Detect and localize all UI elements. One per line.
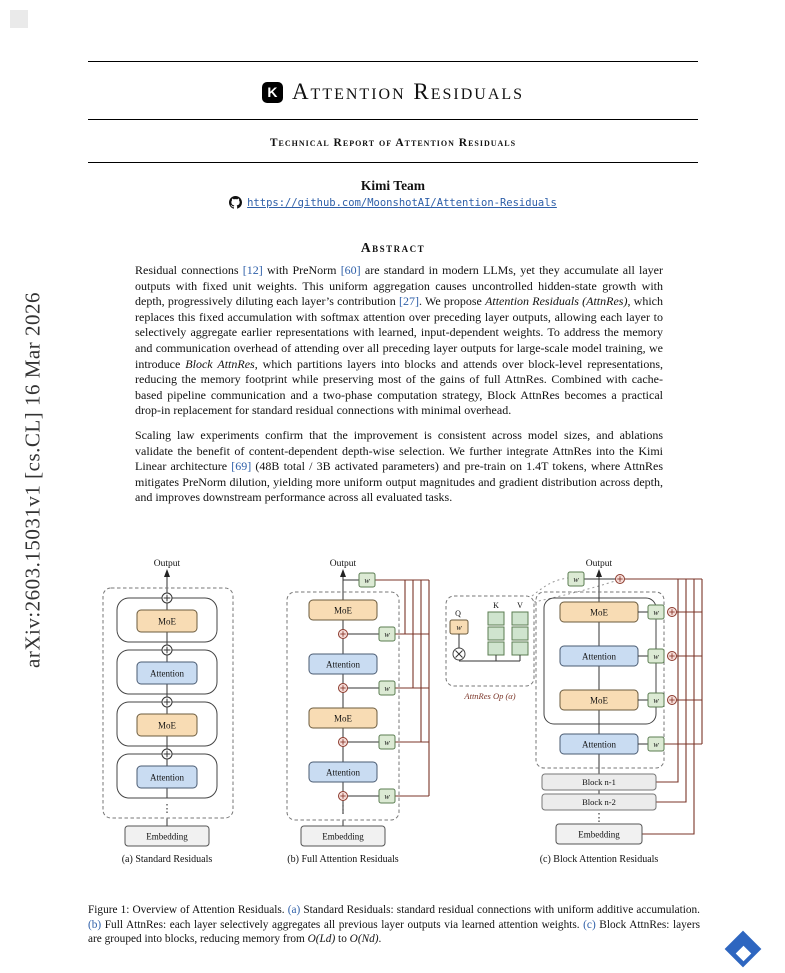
text-segment: (48B total / 3B activated parameters) and pre-train on 1.4T tokens, where AttnRes mitigates PreNorm dilution, yielding more uniform output magnitudes and gradient distribution across depth, and improves downstream performance across all evaluated tasks. <box>135 459 664 505</box>
attention-label: Attention <box>326 767 360 778</box>
ellipsis: ⋮ <box>161 803 173 815</box>
text-segment: Residual connections <box>135 263 243 277</box>
inline-link[interactable]: [69] <box>231 459 252 474</box>
weight-label: w <box>364 576 370 585</box>
moe-label: MoE <box>158 616 176 627</box>
text-segment: Standard Residuals: standard residual connections with uniform additive accumulation. <box>300 904 700 917</box>
abstract-paragraph-2 <box>135 428 663 506</box>
text-segment: . We propose <box>418 294 486 309</box>
attention-label: Attention <box>326 659 360 670</box>
arxiv-stamp: arXiv:2603.15031v1 [cs.CL] 16 Mar 2026 <box>20 292 45 668</box>
panel-b-caption: (b) Full Attention Residuals <box>287 854 399 865</box>
combine-nodes <box>638 605 677 751</box>
text-segment: O(Nd) <box>349 933 379 946</box>
scan-artifact <box>10 10 28 28</box>
text-segment: , which partitions layers into blocks and attends over block-level representations, reducing the memory footprint while preserving most of the gains of full AttnRes. Combined with cache-based pipeline communication and a two-phase computation strategy, Block AttnRes becomes a practical drop-in replacement for standard residual connections with minimal overhead. <box>135 356 663 418</box>
text-segment: . <box>378 933 382 946</box>
repo-link-row <box>88 196 698 209</box>
author-team: Kimi Team <box>360 178 426 193</box>
inline-link[interactable]: (a) <box>287 904 301 917</box>
attention-label: Attention <box>582 739 616 750</box>
svg-text:w: w <box>653 652 659 661</box>
moe-label: MoE <box>590 607 608 618</box>
figure-caption <box>88 903 700 947</box>
ellipsis: ⋮ <box>337 804 349 816</box>
figure-panel-c <box>432 552 707 867</box>
block-n1-label: Block n-1 <box>582 777 616 787</box>
embedding-label: Embedding <box>322 831 364 842</box>
svg-text:w: w <box>653 740 659 749</box>
output-label: Output <box>153 559 181 569</box>
text-segment: are standard in modern LLMs, yet they accumulate all layer outputs with fixed unit weights. This uniform aggregation causes uncontrolled hidden-state growth with depth, progressively diluting each layer’s contribution <box>135 263 663 309</box>
text-segment: Attention Residuals (AttnRes) <box>485 294 628 309</box>
output-label: Output <box>329 559 357 569</box>
moe-label: MoE <box>158 720 176 731</box>
moe-label: MoE <box>334 605 352 616</box>
svg-text:w: w <box>653 696 659 705</box>
svg-text:w: w <box>384 684 390 693</box>
attention-label: Attention <box>150 772 184 783</box>
svg-text:w: w <box>653 608 659 617</box>
figure-panel-b <box>247 552 432 867</box>
attention-label: Attention <box>150 668 184 679</box>
inline-link[interactable]: [12] <box>242 263 263 277</box>
svg-text:w: w <box>384 738 390 747</box>
paper-title: Attention Residuals <box>291 79 525 104</box>
attention-label: Attention <box>582 651 616 662</box>
abstract-paragraph-1 <box>135 263 663 419</box>
guide-line <box>532 578 568 596</box>
paper-subtitle: Technical Report of Attention Residuals <box>269 137 517 149</box>
k-label: K <box>493 601 499 610</box>
ellipsis: ⋮ <box>593 812 605 824</box>
github-icon <box>229 196 242 209</box>
kv-cells <box>488 612 528 655</box>
figure-1 <box>95 552 707 867</box>
text-segment: Scaling law experiments confirm that the improvement is consistent across model sizes, and ablations validate the benefit of content-dependent depth-wise selection. We further integrate AttnRes into the Kimi Linear architecture <box>135 427 663 474</box>
inline-link[interactable]: [60] <box>340 263 361 277</box>
text-segment: Block AttnRes: layers are grouped into blocks, reducing memory from <box>88 918 700 946</box>
title-row <box>88 74 698 110</box>
attnres-op-label: AttnRes Op (α) <box>464 691 516 701</box>
text-segment: Figure 1: Overview of Attention Residuals. <box>88 904 288 917</box>
text-segment: O(Ld) <box>307 933 336 946</box>
embedding-label: Embedding <box>578 829 620 840</box>
title-rule-bottom <box>88 119 698 120</box>
corner-watermark-logo <box>727 933 761 967</box>
title-rule-top <box>88 61 698 62</box>
figure-panel-a <box>95 552 247 867</box>
repo-link[interactable]: https://github.com/MoonshotAI/Attention-Residuals <box>247 196 557 209</box>
weight-label: w <box>573 575 579 584</box>
block-n2-label: Block n-2 <box>582 797 616 807</box>
text-segment: Block AttnRes <box>185 356 255 371</box>
subtitle-rule <box>88 162 698 163</box>
inline-link[interactable]: (b) <box>88 918 102 931</box>
abstract-body <box>135 263 663 515</box>
svg-text:w: w <box>384 630 390 639</box>
weight-label: w <box>456 623 462 632</box>
abstract-heading: Abstract <box>360 240 426 255</box>
output-label: Output <box>585 559 613 569</box>
moe-label: MoE <box>590 695 608 706</box>
v-label: V <box>517 601 523 610</box>
text-segment: with PreNorm <box>262 263 341 277</box>
embedding-label: Embedding <box>146 831 188 842</box>
panel-c-caption: (c) Block Attention Residuals <box>539 854 659 865</box>
inline-link[interactable]: [27] <box>398 294 419 309</box>
text-segment: , which replaces this fixed accumulation with softmax attention over preceding layer outputs, allowing each layer to selectively aggregate earlier representations with learned, input-dependent weights. To address the memory and communication overhead of attending over all preceding layer outputs for large-scale model training, we introduce <box>135 294 663 371</box>
moe-label: MoE <box>334 713 352 724</box>
inline-link[interactable]: (c) <box>583 918 596 931</box>
svg-text:w: w <box>384 792 390 801</box>
panel-a-caption: (a) Standard Residuals <box>121 854 213 865</box>
q-label: Q <box>455 609 461 618</box>
kimi-logo-icon: K <box>262 82 283 103</box>
text-segment: to <box>335 933 350 946</box>
text-segment: Full AttnRes: each layer selectively aggregates all previous layer outputs via learned attention weights. <box>101 918 584 931</box>
